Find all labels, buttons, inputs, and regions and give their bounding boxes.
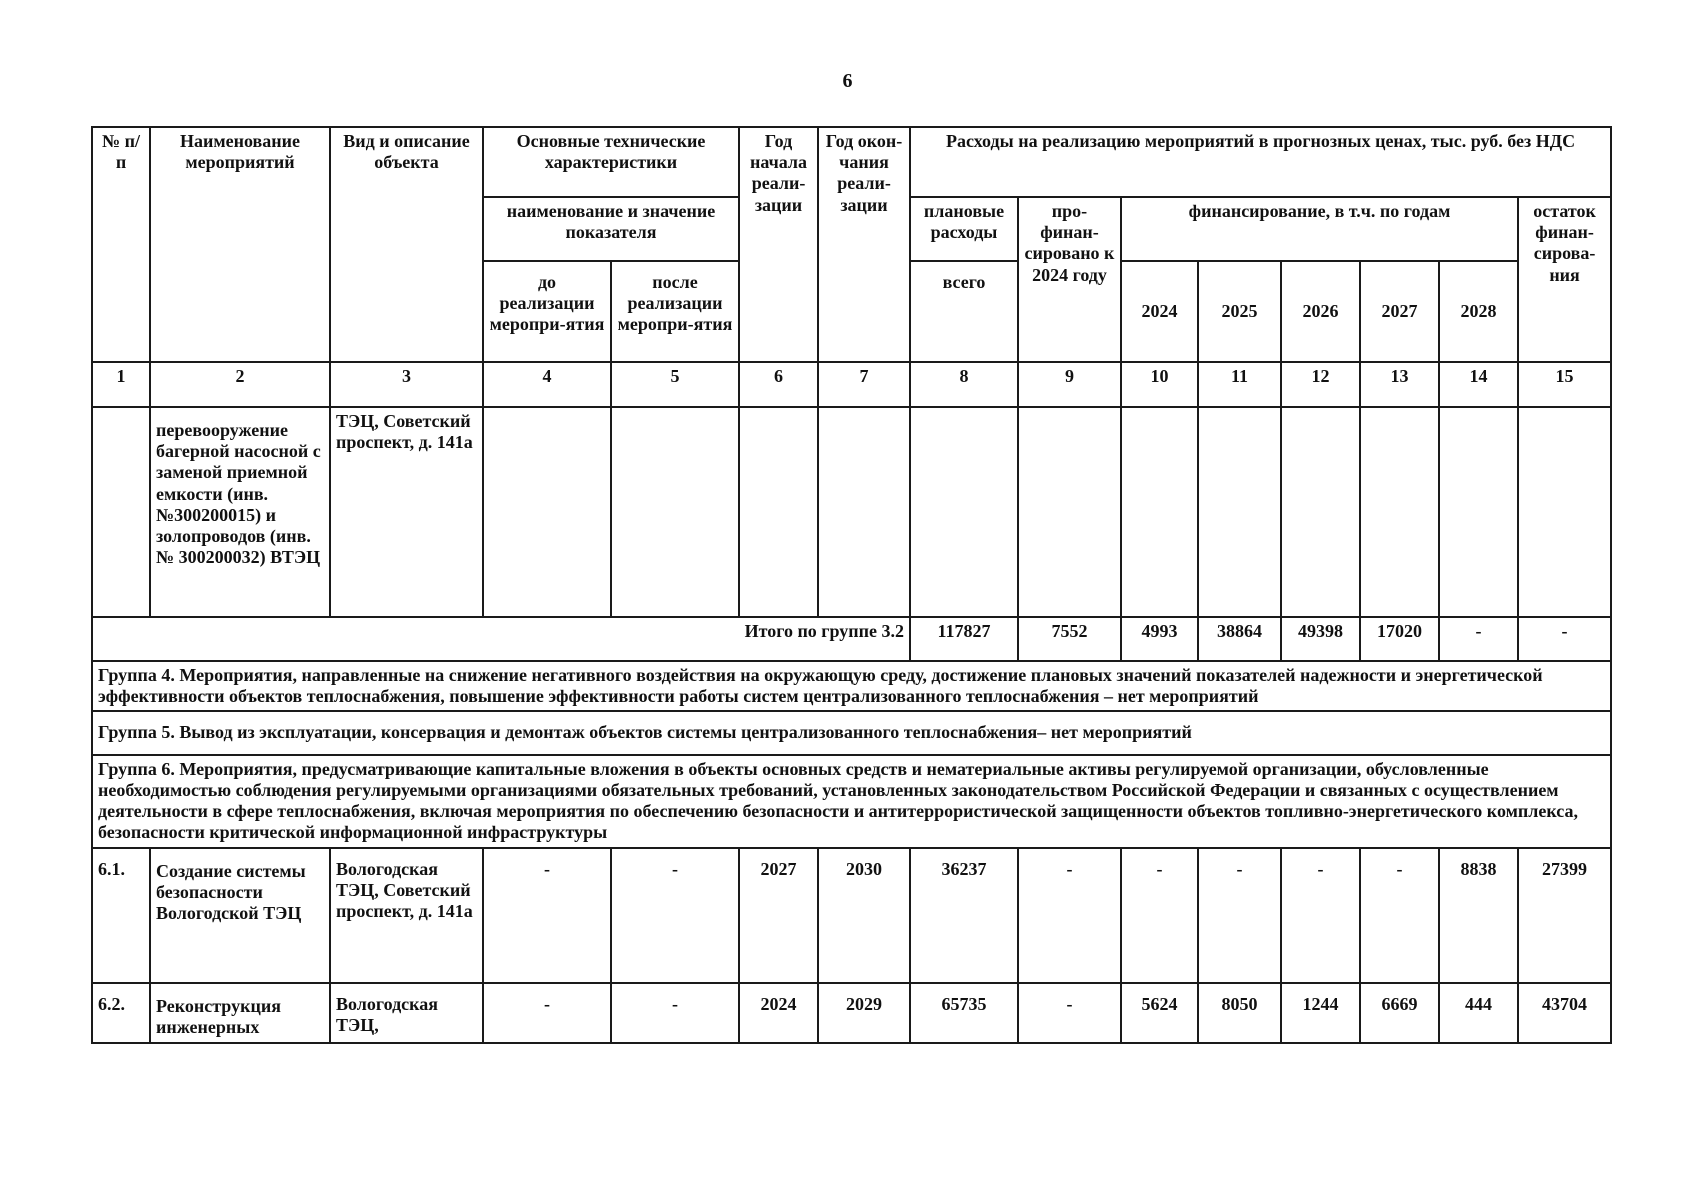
column-numbers-row	[92, 362, 1611, 407]
header-year-2027: 2027	[1360, 261, 1439, 362]
row-remainder: 43704	[1518, 983, 1611, 1043]
page-number: 6	[842, 70, 853, 92]
row-object: Вологодская ТЭЦ, Советский проспект, д. 141а	[330, 848, 483, 983]
row-start: 2024	[739, 983, 818, 1043]
table-row	[92, 983, 1611, 1043]
row-total: 36237	[910, 848, 1018, 983]
total-value: 38864	[1198, 617, 1281, 661]
row-name: Создание системы безопасности Вологодской ТЭЦ	[150, 848, 330, 983]
row-2024: 5624	[1121, 983, 1198, 1043]
header-tech-sub: наименование и значение показателя	[483, 197, 739, 261]
group-5-row	[92, 711, 1611, 754]
row-2028: 8838	[1439, 848, 1518, 983]
row-after: -	[611, 848, 739, 983]
row-total: 65735	[910, 983, 1018, 1043]
group-6-text: Группа 6. Мероприятия, предусматривающие капитальные вложения в объекты основных средств и нематериальные активы регулируемой организации, обусловленные необходимостью соблюдения регулируемыми организациями обязательных требований, установленных законодательством Российской Федерации и связанных с осуществлением деятельности в сфере теплоснабжения, включая мероприятия по обеспечению безопасности и антитеррористической защищенности объектов топливно-энергетического комплекса, безопасности критической информационной инфраструктуры	[92, 755, 1611, 848]
row-before: -	[483, 983, 611, 1043]
header-before: до реализации меропри-ятия	[483, 261, 611, 362]
row-name: перевооружение багерной насосной с заменой приемной емкости (инв. №300200015) и золопроводов (инв.№ 300200032) ВТЭЦ	[150, 407, 330, 617]
column-number: 13	[1360, 362, 1439, 407]
row-before: -	[483, 848, 611, 983]
header-end-year: Год окон-чания реали-зации	[818, 127, 910, 362]
column-number: 4	[483, 362, 611, 407]
row-2027: -	[1360, 848, 1439, 983]
header-prefinanced: про-финан-сировано к 2024 году	[1018, 197, 1121, 362]
row-end: 2030	[818, 848, 910, 983]
row-2024: -	[1121, 848, 1198, 983]
table-row	[92, 407, 1611, 617]
row-prefinanced: -	[1018, 983, 1121, 1043]
header-name: Наименование мероприятий	[150, 127, 330, 362]
column-number: 3	[330, 362, 483, 407]
row-object: ТЭЦ, Советский проспект, д. 141а	[330, 407, 483, 617]
header-start-year: Год начала реали-зации	[739, 127, 818, 362]
column-number: 12	[1281, 362, 1360, 407]
row-2025: -	[1198, 848, 1281, 983]
row-name: Реконструкция инженерных	[150, 983, 330, 1043]
group-4-row	[92, 661, 1611, 711]
total-value: -	[1439, 617, 1518, 661]
column-number: 14	[1439, 362, 1518, 407]
column-number: 15	[1518, 362, 1611, 407]
row-prefinanced: -	[1018, 848, 1121, 983]
total-value: 49398	[1281, 617, 1360, 661]
column-number: 7	[818, 362, 910, 407]
total-value: -	[1518, 617, 1611, 661]
row-2028: 444	[1439, 983, 1518, 1043]
column-number: 2	[150, 362, 330, 407]
total-label: Итого по группе 3.2	[92, 617, 910, 661]
row-object: Вологодская ТЭЦ,	[330, 983, 483, 1043]
row-2025: 8050	[1198, 983, 1281, 1043]
header-row-1	[92, 127, 1611, 197]
group-6-row	[92, 755, 1611, 848]
row-2026: 1244	[1281, 983, 1360, 1043]
header-year-2026: 2026	[1281, 261, 1360, 362]
header-no: № п/п	[92, 127, 150, 362]
header-expenses: Расходы на реализацию мероприятий в прогнозных ценах, тыс. руб. без НДС	[910, 127, 1611, 197]
row-remainder: 27399	[1518, 848, 1611, 983]
header-year-2025: 2025	[1198, 261, 1281, 362]
row-end: 2029	[818, 983, 910, 1043]
total-value: 7552	[1018, 617, 1121, 661]
row-no: 6.2.	[92, 983, 150, 1043]
column-number: 1	[92, 362, 150, 407]
header-remainder: остаток финан-сирова-ния	[1518, 197, 1611, 362]
header-after: после реализации меропри-ятия	[611, 261, 739, 362]
header-tech: Основные технические характеристики	[483, 127, 739, 197]
row-start: 2027	[739, 848, 818, 983]
row-2026: -	[1281, 848, 1360, 983]
expenses-table	[91, 126, 1612, 1044]
total-value: 4993	[1121, 617, 1198, 661]
header-object: Вид и описание объекта	[330, 127, 483, 362]
row-no	[92, 407, 150, 617]
column-number: 6	[739, 362, 818, 407]
header-financing: финансирование, в т.ч. по годам	[1121, 197, 1518, 261]
total-row	[92, 617, 1611, 661]
table-row	[92, 848, 1611, 983]
column-number: 8	[910, 362, 1018, 407]
header-year-2028: 2028	[1439, 261, 1518, 362]
group-4-text: Группа 4. Мероприятия, направленные на снижение негативного воздействия на окружающую среду, достижение плановых значений показателей надежности и энергетической эффективности объектов теплоснабжения, повышение эффективности работы систем централизованного теплоснабжения – нет мероприятий	[92, 661, 1611, 711]
row-no: 6.1.	[92, 848, 150, 983]
row-after: -	[611, 983, 739, 1043]
total-value: 17020	[1360, 617, 1439, 661]
column-number: 10	[1121, 362, 1198, 407]
header-planned: плановые расходы	[910, 197, 1018, 261]
header-total: всего	[910, 261, 1018, 362]
header-year-2024: 2024	[1121, 261, 1198, 362]
total-value: 117827	[910, 617, 1018, 661]
column-number: 9	[1018, 362, 1121, 407]
row-2027: 6669	[1360, 983, 1439, 1043]
column-number: 11	[1198, 362, 1281, 407]
column-number: 5	[611, 362, 739, 407]
group-5-text: Группа 5. Вывод из эксплуатации, консервация и демонтаж объектов системы централизованного теплоснабжения– нет мероприятий	[92, 711, 1611, 754]
